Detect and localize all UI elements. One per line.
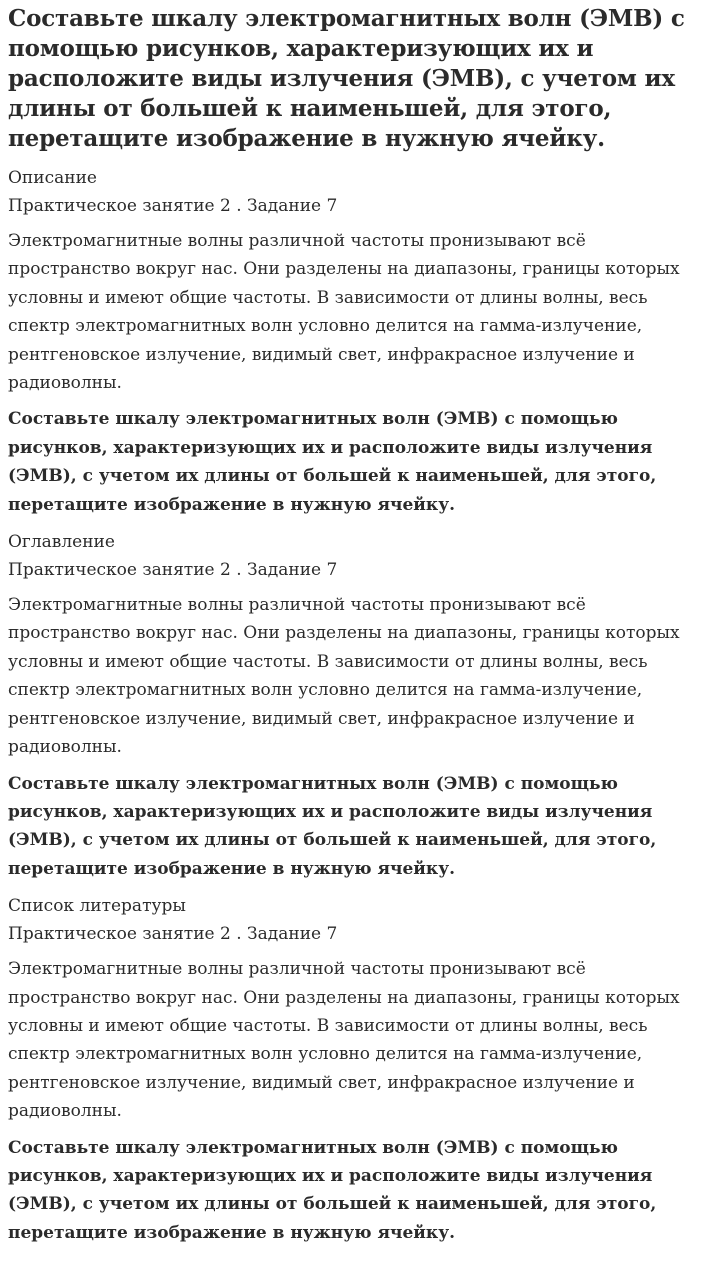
- section-heading: Список литературы: [8, 896, 186, 917]
- section-heading: Описание: [8, 168, 97, 188]
- section-text: Электромагнитные волны различной частоты пронизывают всё пространство вокруг нас. Они разделены на диапазоны, границы которых условны и имеют общие частоты. В зависимости от длины волны, весь спектр электромагнитных волн условно делится на гамма-излучение, рентгеновское излучение, видимый свет, инфракрасное излучение и радиоволны.: [8, 231, 680, 394]
- section-references: [8, 892, 693, 1247]
- section-subheading: Практическое занятие 2 . Задание 7: [8, 924, 338, 945]
- section-contents: [8, 528, 693, 883]
- page-title: Составьте шкалу электромагнитных волн (ЭМВ) с помощью рисунков, характеризующих их и расположите виды излучения (ЭМВ), с учетом их длины от большей к наименьшей, для этого, перетащите изображение в нужную ячейку.: [8, 5, 685, 152]
- section-task: Составьте шкалу электромагнитных волн (ЭМВ) с помощью рисунков, характеризующих их и расположите виды излучения (ЭМВ), с учетом их длины от большей к наименьшей, для этого, перетащите изображение в нужную ячейку.: [8, 1137, 657, 1243]
- section-text: Электромагнитные волны различной частоты пронизывают всё пространство вокруг нас. Они разделены на диапазоны, границы которых условны и имеют общие частоты. В зависимости от длины волны, весь спектр электромагнитных волн условно делится на гамма-излучение, рентгеновское излучение, видимый свет, инфракрасное излучение и радиоволны.: [8, 959, 680, 1122]
- section-subheading: Практическое занятие 2 . Задание 7: [8, 196, 338, 216]
- section-task: Составьте шкалу электромагнитных волн (ЭМВ) с помощью рисунков, характеризующих их и расположите виды излучения (ЭМВ), с учетом их длины от большей к наименьшей, для этого, перетащите изображение в нужную ячейку.: [8, 773, 657, 879]
- section-heading: Оглавление: [8, 532, 115, 553]
- section-subheading: Практическое занятие 2 . Задание 7: [8, 560, 338, 581]
- section-task: Составьте шкалу электромагнитных волн (ЭМВ) с помощью рисунков, характеризующих их и расположите виды излучения (ЭМВ), с учетом их длины от большей к наименьшей, для этого, перетащите изображение в нужную ячейку.: [8, 409, 657, 515]
- section-description: [8, 164, 693, 519]
- section-text: Электромагнитные волны различной частоты пронизывают всё пространство вокруг нас. Они разделены на диапазоны, границы которых условны и имеют общие частоты. В зависимости от длины волны, весь спектр электромагнитных волн условно делится на гамма-излучение, рентгеновское излучение, видимый свет, инфракрасное излучение и радиоволны.: [8, 595, 680, 758]
